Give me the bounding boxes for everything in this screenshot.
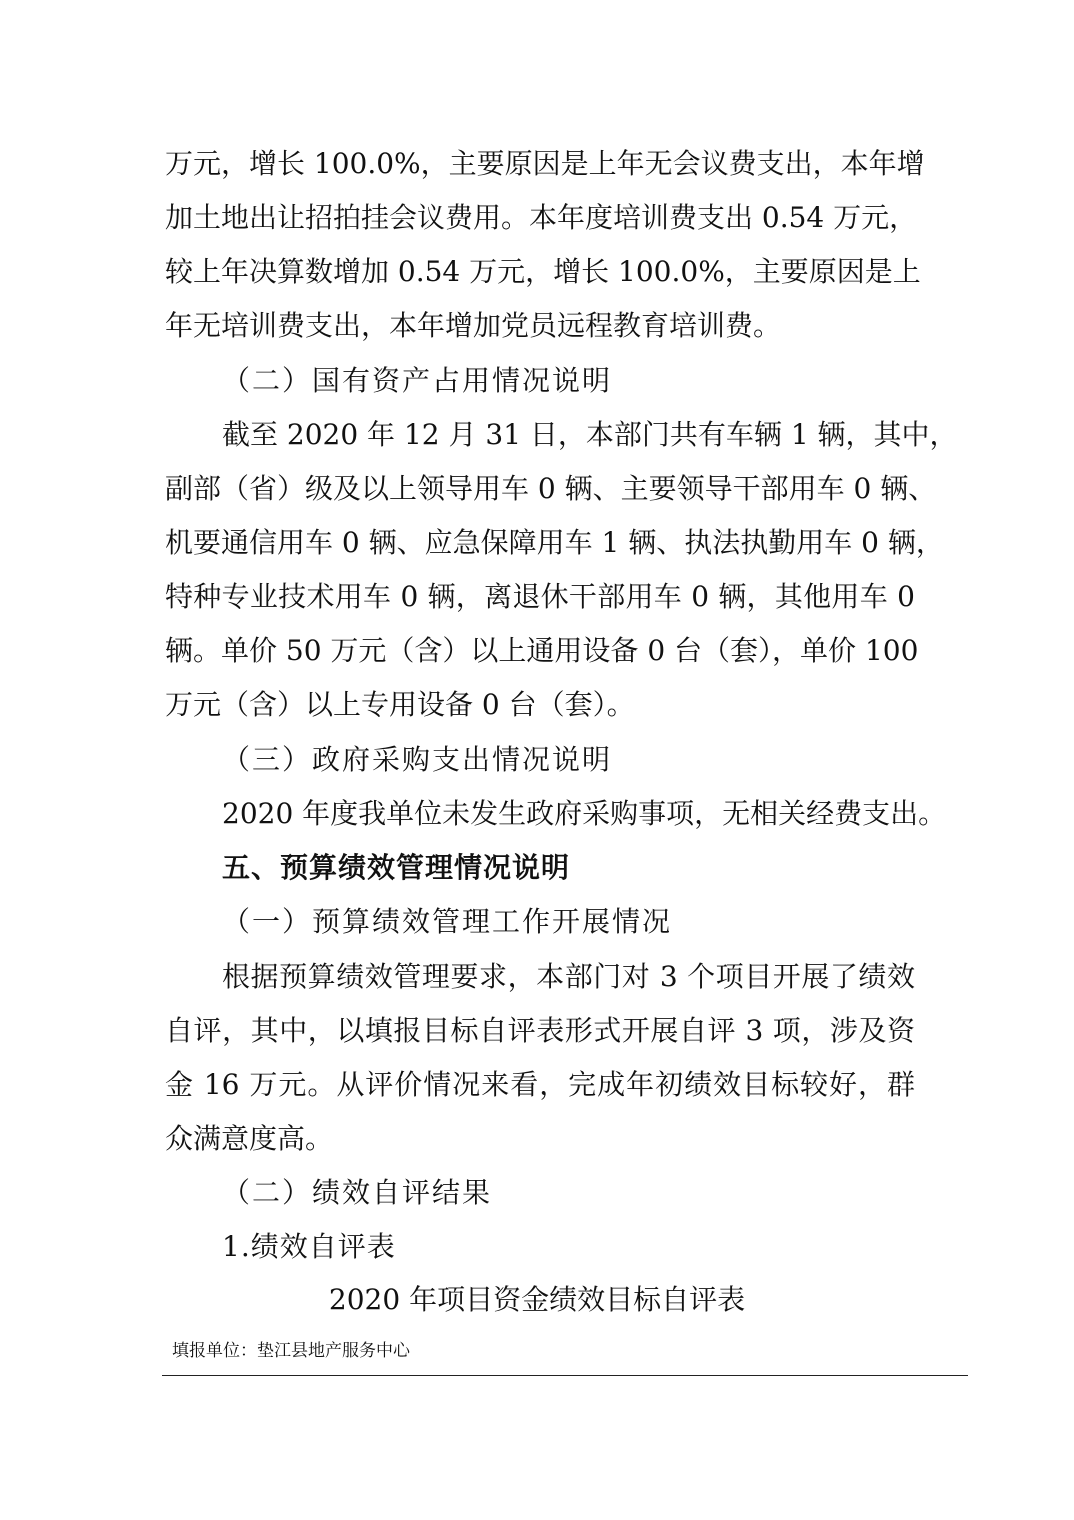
paragraph-2-line-1: 截至 2020 年 12 月 31 日，本部门共有车辆 1 辆，其中， [222,418,958,451]
paragraph-2-line-4: 特种专业技术用车 0 辆，离退休干部用车 0 辆，其他用车 0 [165,580,915,613]
table-title: 2020 年项目资金绩效目标自评表 [328,1283,746,1316]
paragraph-4-line-3: 金 16 万元。从评价情况来看，完成年初绩效目标较好，群 [165,1068,915,1101]
chapter-5-heading: 五、预算绩效管理情况说明 [222,851,571,884]
table-top-rule [162,1375,968,1376]
section-3-heading: （三）政府采购支出情况说明 [222,743,613,776]
paragraph-2-line-6: 万元（含）以上专用设备 0 台（套）。 [165,688,635,721]
section-2-heading: （二）国有资产占用情况说明 [222,364,613,397]
paragraph-1-line-4: 年无培训费支出，本年增加党员远程教育培训费。 [165,309,782,342]
paragraph-2-line-3: 机要通信用车 0 辆、应急保障用车 1 辆、执法执勤用车 0 辆， [165,526,944,559]
paragraph-1-line-1: 万元，增长 100.0%，主要原因是上年无会议费支出，本年增 [165,147,925,180]
paragraph-1-line-2: 加土地出让招拍挂会议费用。本年度培训费支出 0.54 万元， [165,201,918,234]
section-5-2-heading: （二）绩效自评结果 [222,1176,493,1209]
section-5-1-heading: （一）预算绩效管理工作开展情况 [222,905,673,938]
paragraph-4-line-1: 根据预算绩效管理要求，本部门对 3 个项目开展了绩效 [222,960,915,993]
fill-unit-label: 填报单位：垫江县地产服务中心 [172,1341,410,1361]
paragraph-1-line-3: 较上年决算数增加 0.54 万元，增长 100.0%，主要原因是上 [165,255,921,288]
paragraph-3: 2020 年度我单位未发生政府采购事项，无相关经费支出。 [222,797,947,830]
paragraph-2-line-2: 副部（省）级及以上领导用车 0 辆、主要领导干部用车 0 辆、 [165,472,937,505]
item-1-heading: 1.绩效自评表 [222,1230,396,1263]
paragraph-4-line-2: 自评，其中，以填报目标自评表形式开展自评 3 项，涉及资 [165,1014,915,1047]
paragraph-2-line-5: 辆。单价 50 万元（含）以上通用设备 0 台（套），单价 100 [165,634,919,667]
paragraph-4-line-4: 众满意度高。 [165,1122,334,1155]
